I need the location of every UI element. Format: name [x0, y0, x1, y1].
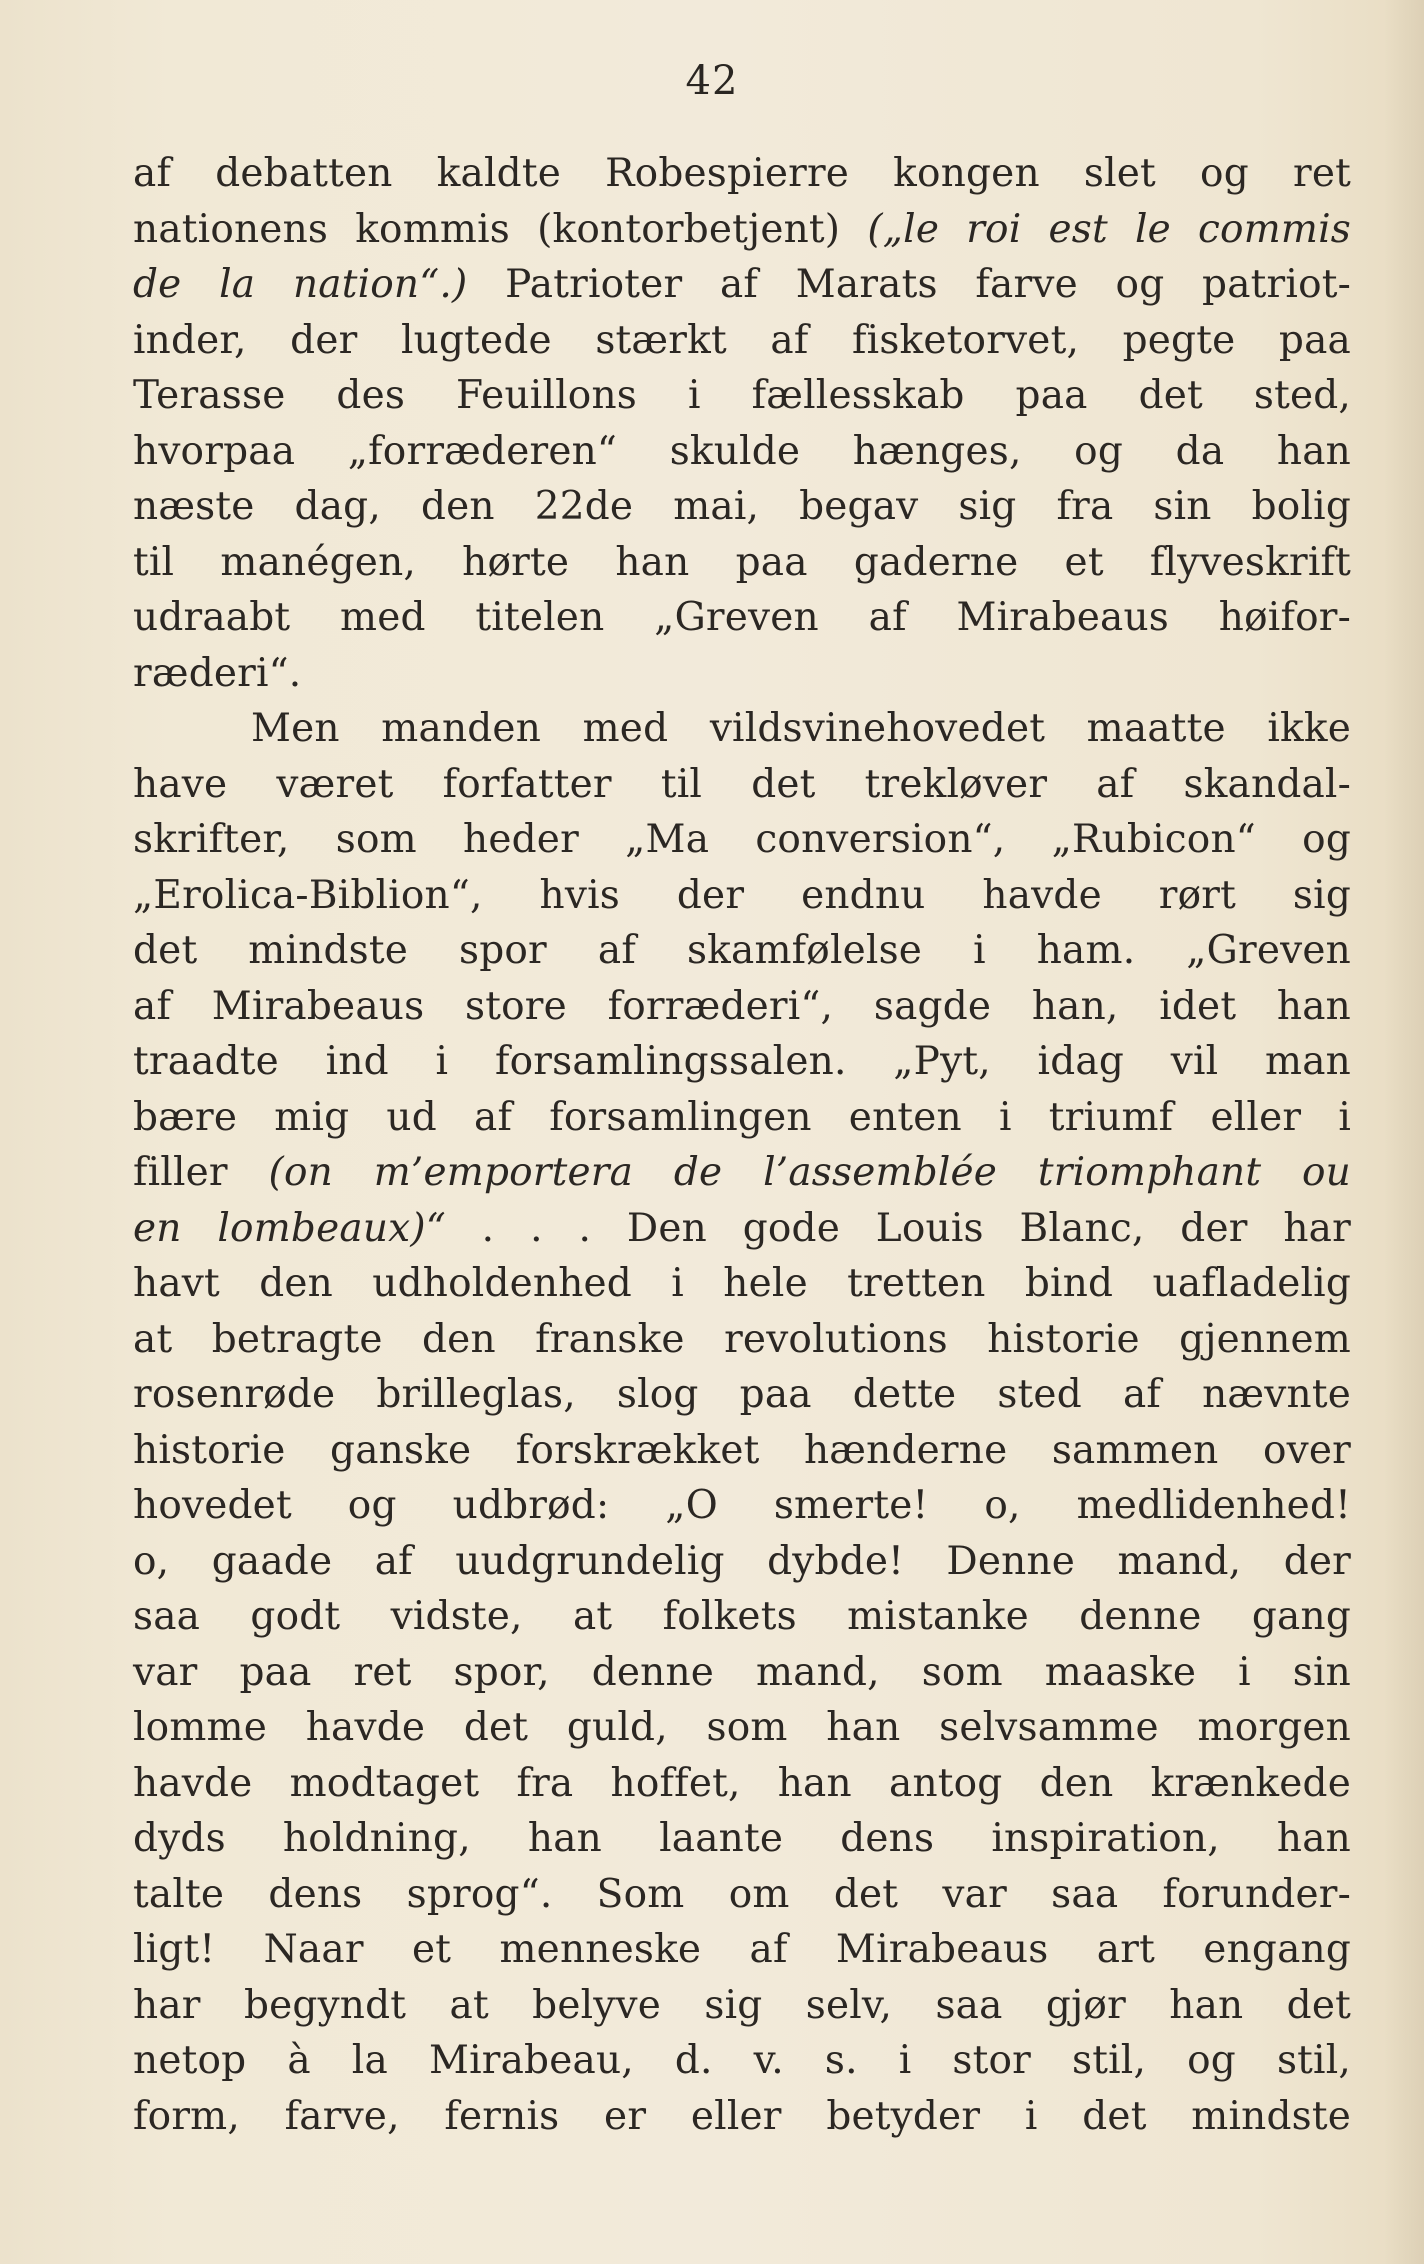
text-segment: det mindste spor af skamfølelse i ham. „Greven	[133, 928, 1351, 973]
text-line	[133, 535, 1351, 591]
text-segment: nationens kommis (kontorbetjent)	[133, 206, 868, 252]
page-number: 42	[685, 58, 739, 104]
text-line	[133, 1589, 1351, 1645]
text-segment: af Mirabeaus store forræderi“, sagde han, idet han	[133, 983, 1351, 1029]
text-line	[133, 1090, 1351, 1146]
text-line	[133, 1312, 1351, 1368]
text-line	[133, 202, 1351, 258]
text-line	[133, 1645, 1351, 1701]
text-segment: filler	[133, 1150, 269, 1195]
text-segment: dyds holdning, han laante dens inspiration, han	[133, 1816, 1351, 1861]
body-text	[133, 146, 1351, 2144]
text-line	[133, 1034, 1351, 1090]
text-segment: skrifter, som heder „Ma conversion“, „Rubicon“ og	[133, 817, 1351, 862]
text-line	[133, 812, 1351, 868]
text-line	[133, 701, 1351, 757]
text-line	[133, 1201, 1351, 1257]
text-line	[133, 590, 1351, 646]
text-line	[133, 424, 1351, 480]
text-line	[133, 2033, 1351, 2089]
text-line	[133, 1423, 1351, 1479]
text-segment: at betragte den franske revolutions historie gjennem	[133, 1316, 1351, 1362]
italic-text-segment: („le roi est le commis	[867, 206, 1351, 252]
text-line	[133, 146, 1351, 202]
text-line	[133, 313, 1351, 369]
text-segment: form, farve, fernis er eller betyder i det mindste	[133, 2093, 1351, 2139]
text-line	[133, 1145, 1351, 1201]
text-segment: udraabt med titelen „Greven af Mirabeaus høifor-	[133, 595, 1351, 640]
text-segment: Terasse des Feuillons i fællesskab paa det sted,	[133, 373, 1351, 418]
text-line	[133, 1478, 1351, 1534]
text-segment: „Erolica-Biblion“, hvis der endnu havde rørt sig	[133, 872, 1351, 918]
text-segment: netop à la Mirabeau, d. v. s. i stor stil, og stil,	[133, 2038, 1351, 2083]
text-line	[133, 1922, 1351, 1978]
italic-text-segment: (on m’emportera de l’assemblée triomphant ou	[268, 1150, 1351, 1195]
text-segment: til manégen, hørte han paa gaderne et flyveskrift	[133, 539, 1351, 585]
text-line	[133, 1756, 1351, 1812]
text-segment: talte dens sprog“. Som om det var saa forunder-	[133, 1871, 1351, 1917]
text-segment: . . . Den gode Louis Blanc, der har	[445, 1205, 1351, 1251]
text-segment: havde modtaget fra hoffet, han antog den krænkede	[133, 1760, 1351, 1806]
italic-text-segment: de la nation“.)	[133, 262, 468, 307]
text-line	[133, 1256, 1351, 1312]
text-segment: har begyndt at belyve sig selv, saa gjør han det	[133, 1982, 1351, 2028]
text-line	[133, 979, 1351, 1035]
text-segment: traadte ind i forsamlingssalen. „Pyt, idag vil man	[133, 1039, 1351, 1084]
text-line	[133, 1978, 1351, 2034]
text-segment: rosenrøde brilleglas, slog paa dette sted af nævnte	[133, 1372, 1351, 1417]
text-segment: lomme havde det guld, som han selvsamme morgen	[133, 1705, 1351, 1750]
text-line	[133, 479, 1351, 535]
text-segment: næste dag, den 22de mai, begav sig fra sin bolig	[133, 484, 1351, 529]
text-segment: ligt! Naar et menneske af Mirabeaus art engang	[133, 1927, 1351, 1972]
italic-text-segment: en lombeaux)“	[133, 1205, 446, 1251]
text-segment: historie ganske forskrækket hænderne sammen over	[133, 1427, 1351, 1473]
text-line	[133, 1700, 1351, 1756]
text-line	[133, 1534, 1351, 1590]
text-segment: o, gaade af uudgrundelig dybde! Denne mand, der	[133, 1538, 1351, 1584]
text-segment: bære mig ud af forsamlingen enten i triumf eller i	[133, 1094, 1351, 1140]
page-edge-shadow	[1384, 0, 1424, 2264]
text-line	[133, 646, 1351, 702]
text-segment: var paa ret spor, denne mand, som maaske i sin	[133, 1649, 1351, 1695]
text-line	[133, 257, 1351, 313]
text-line	[133, 1367, 1351, 1423]
text-segment: Patrioter af Marats farve og patriot-	[467, 262, 1351, 307]
text-segment: saa godt vidste, at folkets mistanke denne gang	[133, 1594, 1351, 1639]
text-segment: havt den udholdenhed i hele tretten bind uafladelig	[133, 1261, 1351, 1306]
text-line	[133, 1867, 1351, 1923]
text-segment: ræderi“.	[133, 650, 302, 696]
text-segment: have været forfatter til det trekløver af skandal-	[133, 761, 1351, 807]
text-line	[133, 757, 1351, 813]
text-line	[133, 868, 1351, 924]
text-segment: hvorpaa „forræderen“ skulde hænges, og da han	[133, 428, 1351, 474]
text-line	[133, 368, 1351, 424]
text-line	[133, 2089, 1351, 2145]
text-segment: hovedet og udbrød: „O smerte! o, medlidenhed!	[133, 1483, 1351, 1528]
text-segment: af debatten kaldte Robespierre kongen slet og ret	[133, 151, 1351, 196]
text-line	[133, 1811, 1351, 1867]
text-line	[133, 923, 1351, 979]
text-segment: inder, der lugtede stærkt af fisketorvet, pegte paa	[133, 317, 1351, 363]
text-segment: Men manden med vildsvinehovedet maatte ikke	[251, 706, 1351, 751]
